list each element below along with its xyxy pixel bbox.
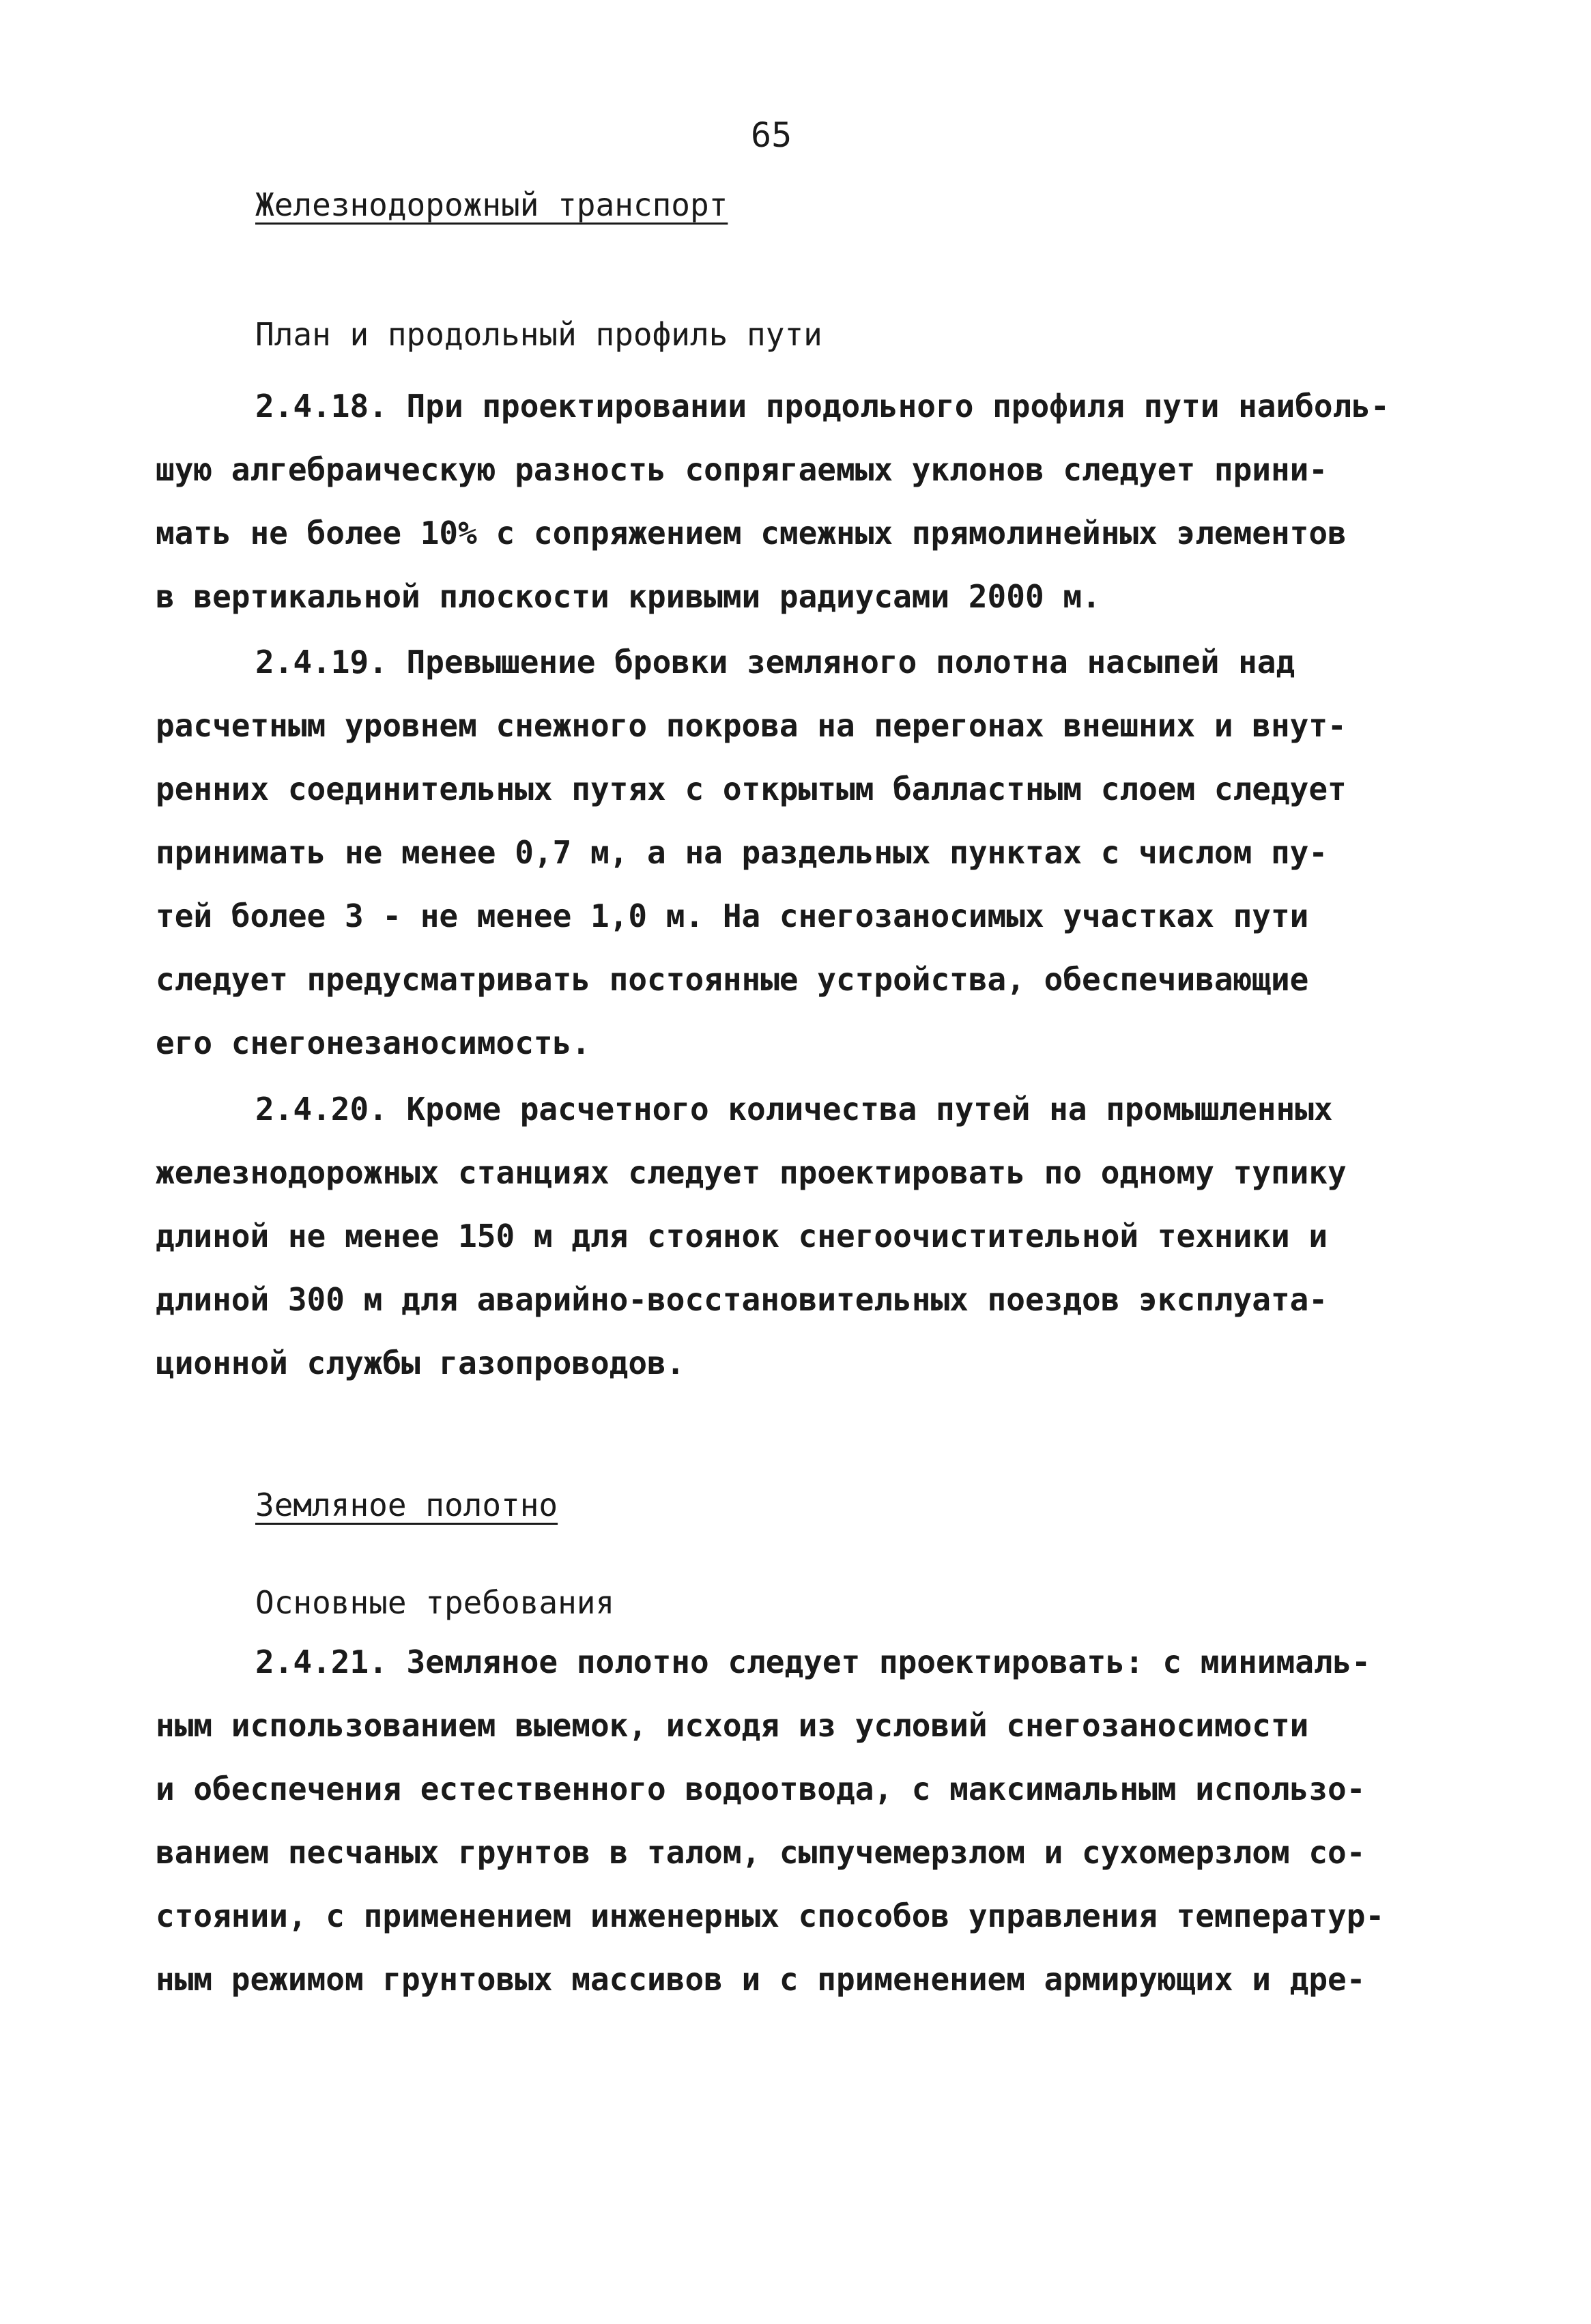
paragraph-line: и обеспечения естественного водоотвода, с максимальным использо- <box>156 1770 1366 1807</box>
paragraph-line: принимать не менее 0,7 м, а на раздельных пунктах с числом пу- <box>156 834 1328 871</box>
subsection-heading-plan-profile: План и продольный профиль пути <box>255 316 822 353</box>
section-heading-railway-transport: Железнодорожный транспорт <box>255 186 728 223</box>
section-heading-earth-bed: Земляное полотно <box>255 1487 558 1523</box>
paragraph-line: ванием песчаных грунтов в талом, сыпучемерзлом и сухомерзлом со- <box>156 1834 1366 1871</box>
paragraph-line: ционной службы газопроводов. <box>156 1345 685 1381</box>
page-number: 65 <box>751 115 792 155</box>
paragraph-line: ным режимом грунтовых массивов и с применением армирующих и дре- <box>156 1961 1366 1998</box>
paragraph-line: длиной не менее 150 м для стоянок снегоочистительной техники и <box>156 1218 1328 1254</box>
paragraph-line: ренних соединительных путях с открытым балластным слоем следует <box>156 771 1347 807</box>
paragraph-line: 2.4.21. Земляное полотно следует проектировать: с минималь- <box>255 1644 1371 1680</box>
paragraph-line: 2.4.20. Кроме расчетного количества путей на промышленных <box>255 1091 1333 1128</box>
paragraph-line: в вертикальной плоскости кривыми радиусами 2000 м. <box>156 578 1101 615</box>
paragraph-line: 2.4.18. При проектировании продольного профиля пути наиболь- <box>255 388 1390 425</box>
paragraph-line: длиной 300 м для аварийно-восстановительных поездов эксплуата- <box>156 1281 1328 1318</box>
subsection-heading-basic-requirements: Основные требования <box>255 1584 615 1621</box>
paragraph-line: тей более 3 - не менее 1,0 м. На снегозаносимых участках пути <box>156 898 1309 934</box>
paragraph-line: расчетным уровнем снежного покрова на перегонах внешних и внут- <box>156 707 1347 744</box>
paragraph-line: железнодорожных станциях следует проектировать по одному тупику <box>156 1154 1347 1191</box>
paragraph-line: ным использованием выемок, исходя из условий снегозаносимости <box>156 1707 1309 1744</box>
paragraph-line: следует предусматривать постоянные устройства, обеспечивающие <box>156 961 1309 998</box>
paragraph-line: мать не более 10% с сопряжением смежных прямолинейных элементов <box>156 515 1347 551</box>
paragraph-line: его снегонезаносимость. <box>156 1024 590 1061</box>
paragraph-line: 2.4.19. Превышение бровки земляного полотна насыпей над <box>255 644 1295 680</box>
paragraph-line: стоянии, с применением инженерных способов управления температур- <box>156 1897 1385 1934</box>
paragraph-line: шую алгебраическую разность сопрягаемых уклонов следует прини- <box>156 451 1328 488</box>
